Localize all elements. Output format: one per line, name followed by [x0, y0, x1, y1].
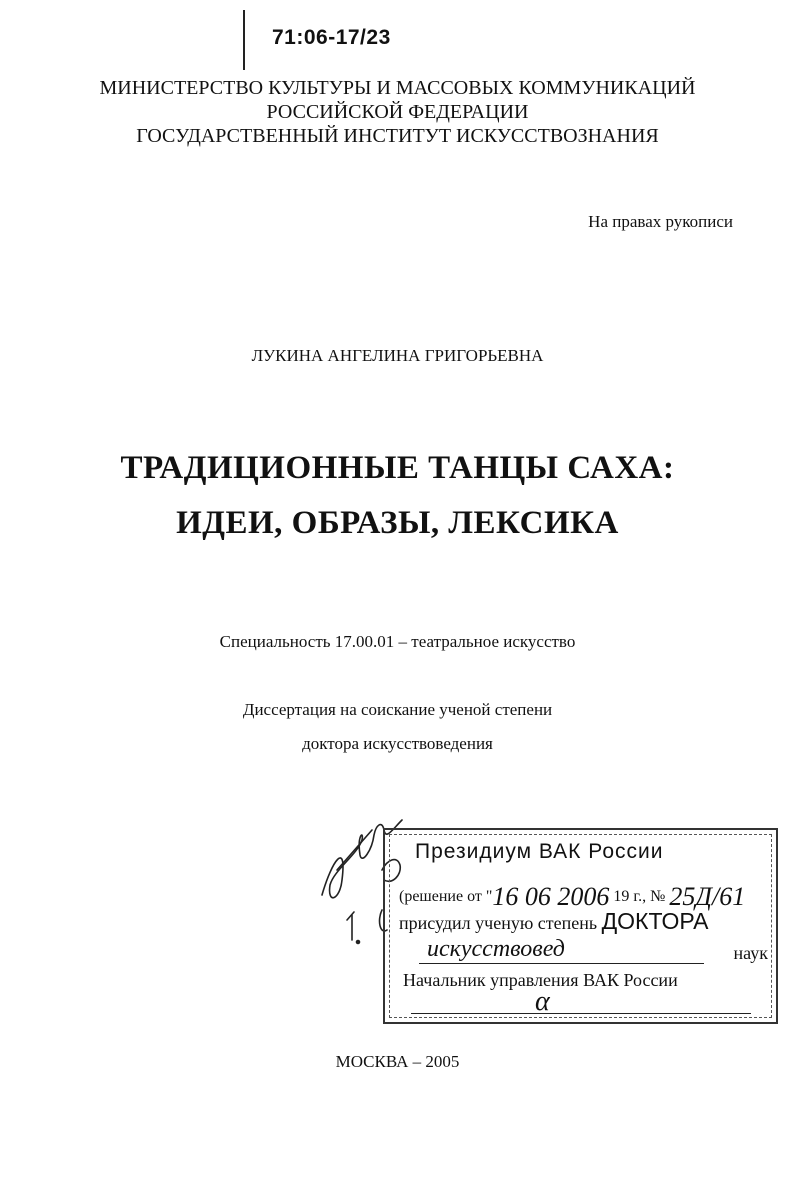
margin-rule — [243, 10, 245, 70]
dissertation-line-1: Диссертация на соискание ученой степени — [242, 700, 553, 719]
stamp-decision-line — [399, 878, 746, 911]
rights-note: На правах рукописи — [588, 212, 733, 231]
stamp-field-handwritten: искусствовед — [427, 936, 565, 962]
author-name: ЛУКИНА АНГЕЛИНА ГРИГОРЬЕВНА — [251, 346, 544, 365]
stamp-field-underline — [419, 963, 704, 964]
stamp-number-handwritten: 25Д/61 — [669, 882, 746, 911]
institution-line-1: МИНИСТЕРСТВО КУЛЬТУРЫ И МАССОВЫХ КОММУНИКАЦИЙ — [99, 77, 696, 99]
place-year: МОСКВА – 2005 — [335, 1052, 460, 1071]
institution-line-2: РОССИЙСКОЙ ФЕДЕРАЦИИ — [266, 101, 529, 123]
stamp-date-handwritten: 16 06 2006 — [492, 882, 610, 911]
stamp-signature-handwritten: α — [535, 986, 550, 1017]
stamp-field-suffix: наук — [733, 943, 768, 963]
specialty: Специальность 17.00.01 – театральное искусство — [219, 632, 576, 651]
stamp-head-line: Начальник управления ВАК России — [403, 970, 678, 990]
stamp-year-suffix: 19 — [613, 888, 630, 905]
catalog-code: 71:06-17/23 — [272, 26, 391, 49]
institution-line-3: ГОСУДАРСТВЕННЫЙ ИНСТИТУТ ИСКУССТВОЗНАНИЯ — [136, 125, 659, 147]
stamp-award-degree: ДОКТОРА — [601, 908, 709, 934]
stamp-signature-line — [411, 1013, 751, 1014]
stamp-year-label: г., № — [633, 888, 666, 905]
dissertation-line-2: доктора искусствоведения — [302, 734, 493, 753]
title-line-2: ИДЕИ, ОБРАЗЫ, ЛЕКСИКА — [176, 505, 619, 541]
stamp-decision-prefix: (решение от " — [399, 888, 493, 905]
stamp-award-line — [399, 908, 709, 935]
stamp-heading: Президиум ВАК России — [415, 840, 664, 863]
vak-stamp — [383, 828, 778, 1024]
title-line-1: ТРАДИЦИОННЫЕ ТАНЦЫ САХА: — [120, 450, 675, 486]
stamp-award-prefix: присудил ученую степень — [399, 913, 598, 933]
